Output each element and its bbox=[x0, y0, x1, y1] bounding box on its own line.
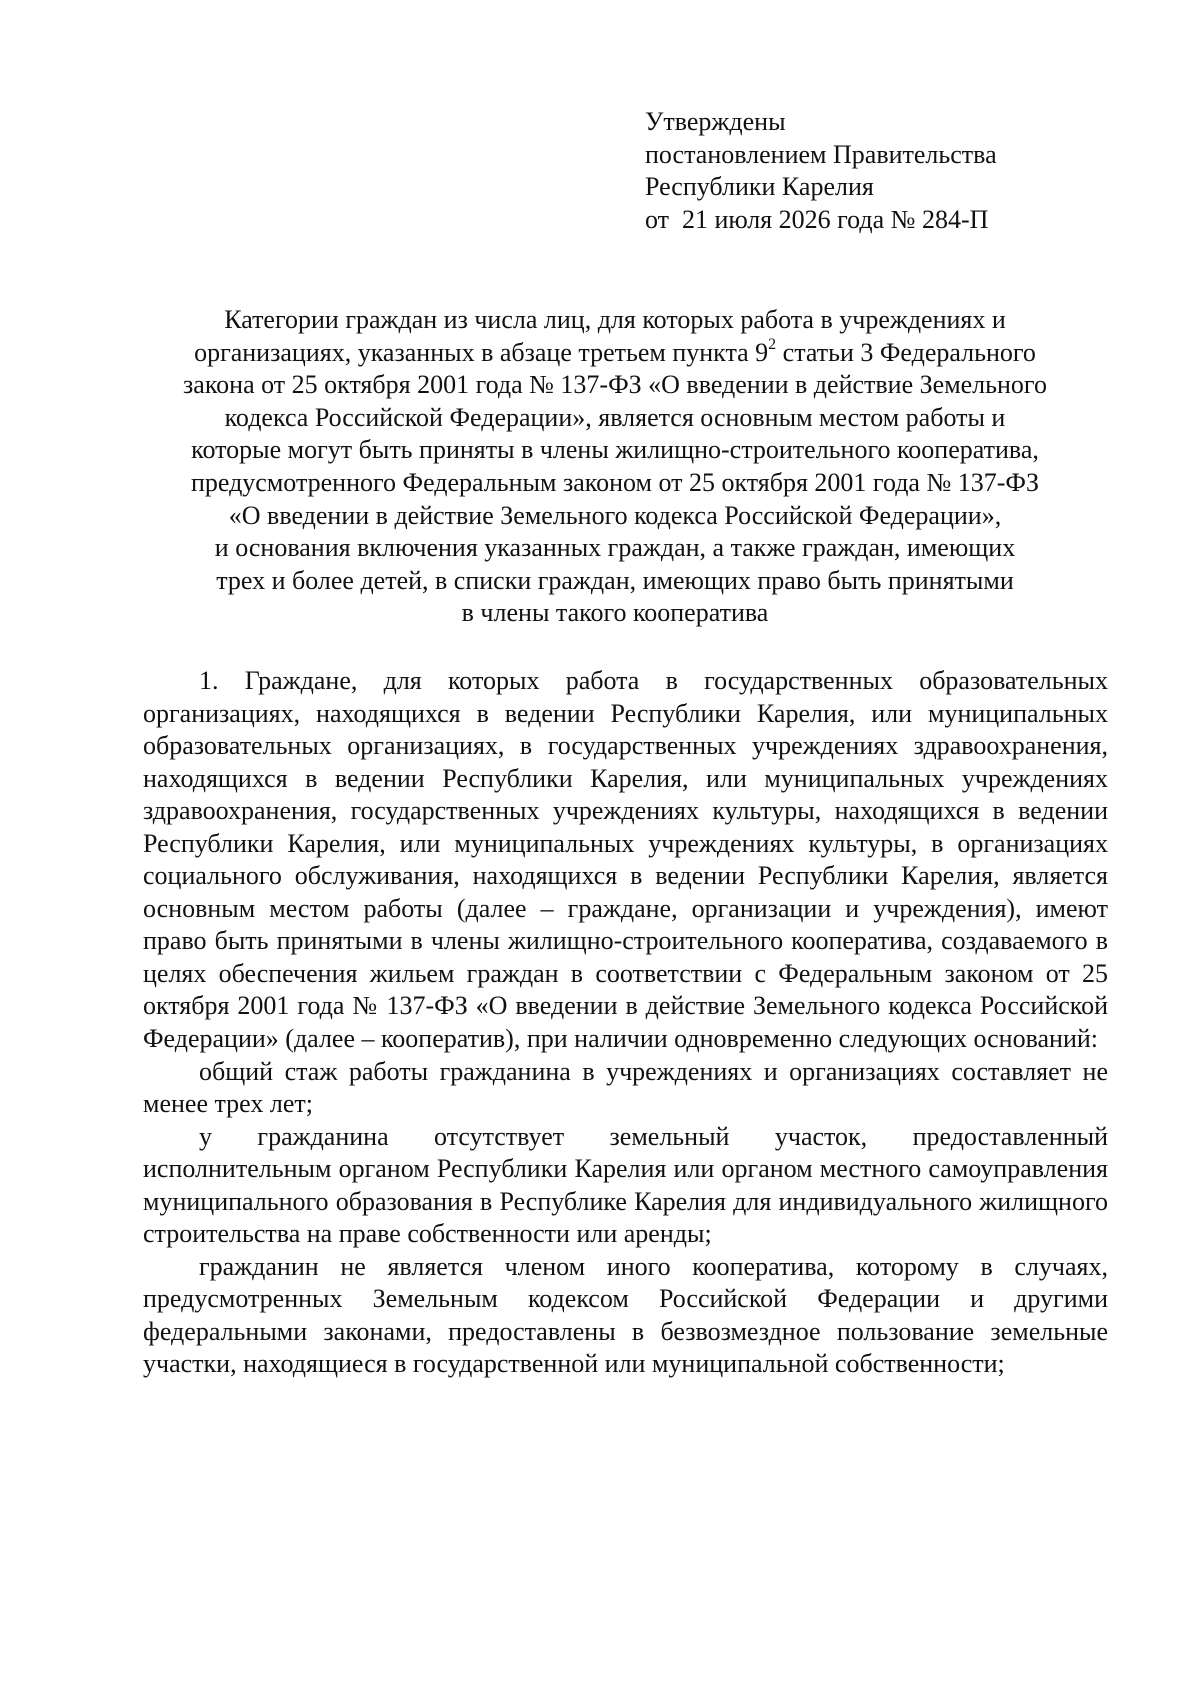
paragraph-work-experience: общий стаж работы гражданина в учреждениях и организациях составляет не менее трех лет; bbox=[143, 1056, 1108, 1119]
title-line: которые могут быть приняты в члены жилищно-строительного кооператива, bbox=[191, 435, 1039, 465]
title-text: организациях, указанных в абзаце третьем пункта 9 bbox=[194, 337, 769, 367]
document-title bbox=[140, 304, 1090, 630]
paragraph-no-land-plot: у гражданина отсутствует земельный участок, предоставленный исполнительным органом Республики Карелия или органом местного самоуправления муниципального образования в Республике Карелия для индивидуального жилищного строительства на праве собственности или аренды; bbox=[143, 1121, 1108, 1249]
title-line: кодекса Российской Федерации», является основным местом работы и bbox=[224, 402, 1006, 432]
title-line: предусмотренного Федеральным законом от 25 октября 2001 года № 137-ФЗ bbox=[190, 467, 1040, 497]
approval-line: Республики Карелия bbox=[645, 172, 874, 201]
approval-line: Утверждены bbox=[645, 107, 786, 136]
title-line: в члены такого кооператива bbox=[461, 598, 769, 628]
approval-stamp bbox=[645, 106, 997, 236]
title-line: трех и более детей, в списки граждан, имеющих право быть принятыми bbox=[216, 565, 1014, 595]
document-body bbox=[143, 665, 1108, 1381]
paragraph-no-other-cooperative: гражданин не является членом иного кооператива, которому в случаях, предусмотренных Земельным кодексом Российской Федерации и другими федеральными законами, предоставлены в безвозмездное пользование земельные участки, находящиеся в государственной или муниципальной собственности; bbox=[143, 1251, 1108, 1379]
approval-date-line: от 21 июля 2026 года № 284-П bbox=[645, 204, 989, 234]
superscript: 2 bbox=[768, 335, 777, 353]
title-line: Категории граждан из числа лиц, для которых работа в учреждениях и bbox=[224, 305, 1006, 334]
paragraph-1: 1. Граждане, для которых работа в государственных образовательных организациях, находящихся в ведении Республики Карелия, или муниципальных образовательных организациях, в государственных учреждениях здравоохранения, находящихся в ведении Республики Карелия, или муниципальных учреждениях здравоохранения, государственных учреждениях культуры, находящихся в ведении Республики Карелия, или муниципальных учреждениях культуры, в организациях социального обслуживания, находящихся в ведении Республики Карелия, является основным местом работы (далее – граждане, организации и учреждения), имеют право быть принятыми в члены жилищно-строительного кооператива, создаваемого в целях обеспечения жильем граждан в соответствии с Федеральным законом от 25 октября 2001 года № 137-ФЗ «О введении в действие Земельного кодекса Российской Федерации» (далее – кооператив), при наличии одновременно следующих оснований: bbox=[143, 666, 1108, 1054]
title-line: и основания включения указанных граждан, а также граждан, имеющих bbox=[214, 533, 1016, 563]
approval-line: постановлением Правительства bbox=[645, 139, 997, 169]
title-text: статьи 3 Федерального bbox=[776, 337, 1036, 367]
title-line: закона от 25 октября 2001 года № 137-ФЗ «О введении в действие Земельного bbox=[183, 370, 1047, 400]
title-line bbox=[140, 337, 1090, 370]
title-line: «О введении в действие Земельного кодекса Российской Федерации», bbox=[228, 500, 1002, 530]
